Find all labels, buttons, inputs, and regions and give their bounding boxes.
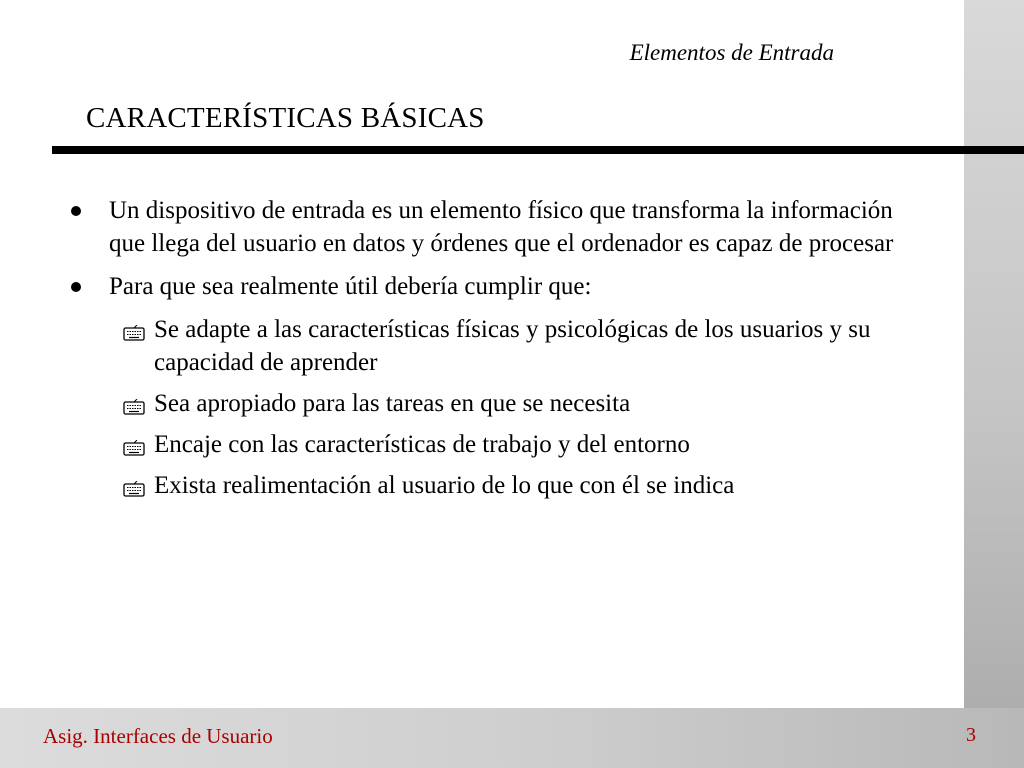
sub-bullet-item xyxy=(154,428,914,461)
sub-bullet-item xyxy=(154,387,914,420)
header-subtitle: Elementos de Entrada xyxy=(629,40,834,65)
sub-bullet-text: Sea apropiado para las tareas en que se necesita xyxy=(154,390,631,417)
filled-circle-icon xyxy=(71,282,81,292)
footer-page-number: 3 xyxy=(966,724,976,746)
sub-bullet-text: Se adapte a las características físicas y psicológicas de los usuarios y su capacidad de aprender xyxy=(154,316,871,376)
footer-course-name: Asig. Interfaces de Usuario xyxy=(43,724,273,748)
bullet-text: Un dispositivo de entrada es un elemento físico que transforma la información que llega del usuario en datos y órdenes que el ordenador es capaz de procesar xyxy=(109,197,894,257)
keyboard-icon xyxy=(123,399,145,415)
slide-content xyxy=(0,194,964,510)
keyboard-icon xyxy=(123,325,145,341)
sub-bullet-item xyxy=(154,313,914,379)
bullet-item xyxy=(109,270,919,303)
sub-bullet-text: Exista realimentación al usuario de lo que con él se indica xyxy=(154,472,735,499)
title-rule xyxy=(52,146,1024,154)
sub-bullet-text: Encaje con las características de trabajo y del entorno xyxy=(154,431,690,458)
slide-title: CARACTERÍSTICAS BÁSICAS xyxy=(86,102,485,134)
right-decorative-band xyxy=(964,0,1024,768)
keyboard-icon xyxy=(123,481,145,497)
bullet-text: Para que sea realmente útil debería cumplir que: xyxy=(109,273,592,300)
bullet-item xyxy=(109,194,919,260)
filled-circle-icon xyxy=(71,206,81,216)
sub-bullet-item xyxy=(154,469,914,502)
keyboard-icon xyxy=(123,440,145,456)
sub-bullet-list xyxy=(0,313,964,502)
